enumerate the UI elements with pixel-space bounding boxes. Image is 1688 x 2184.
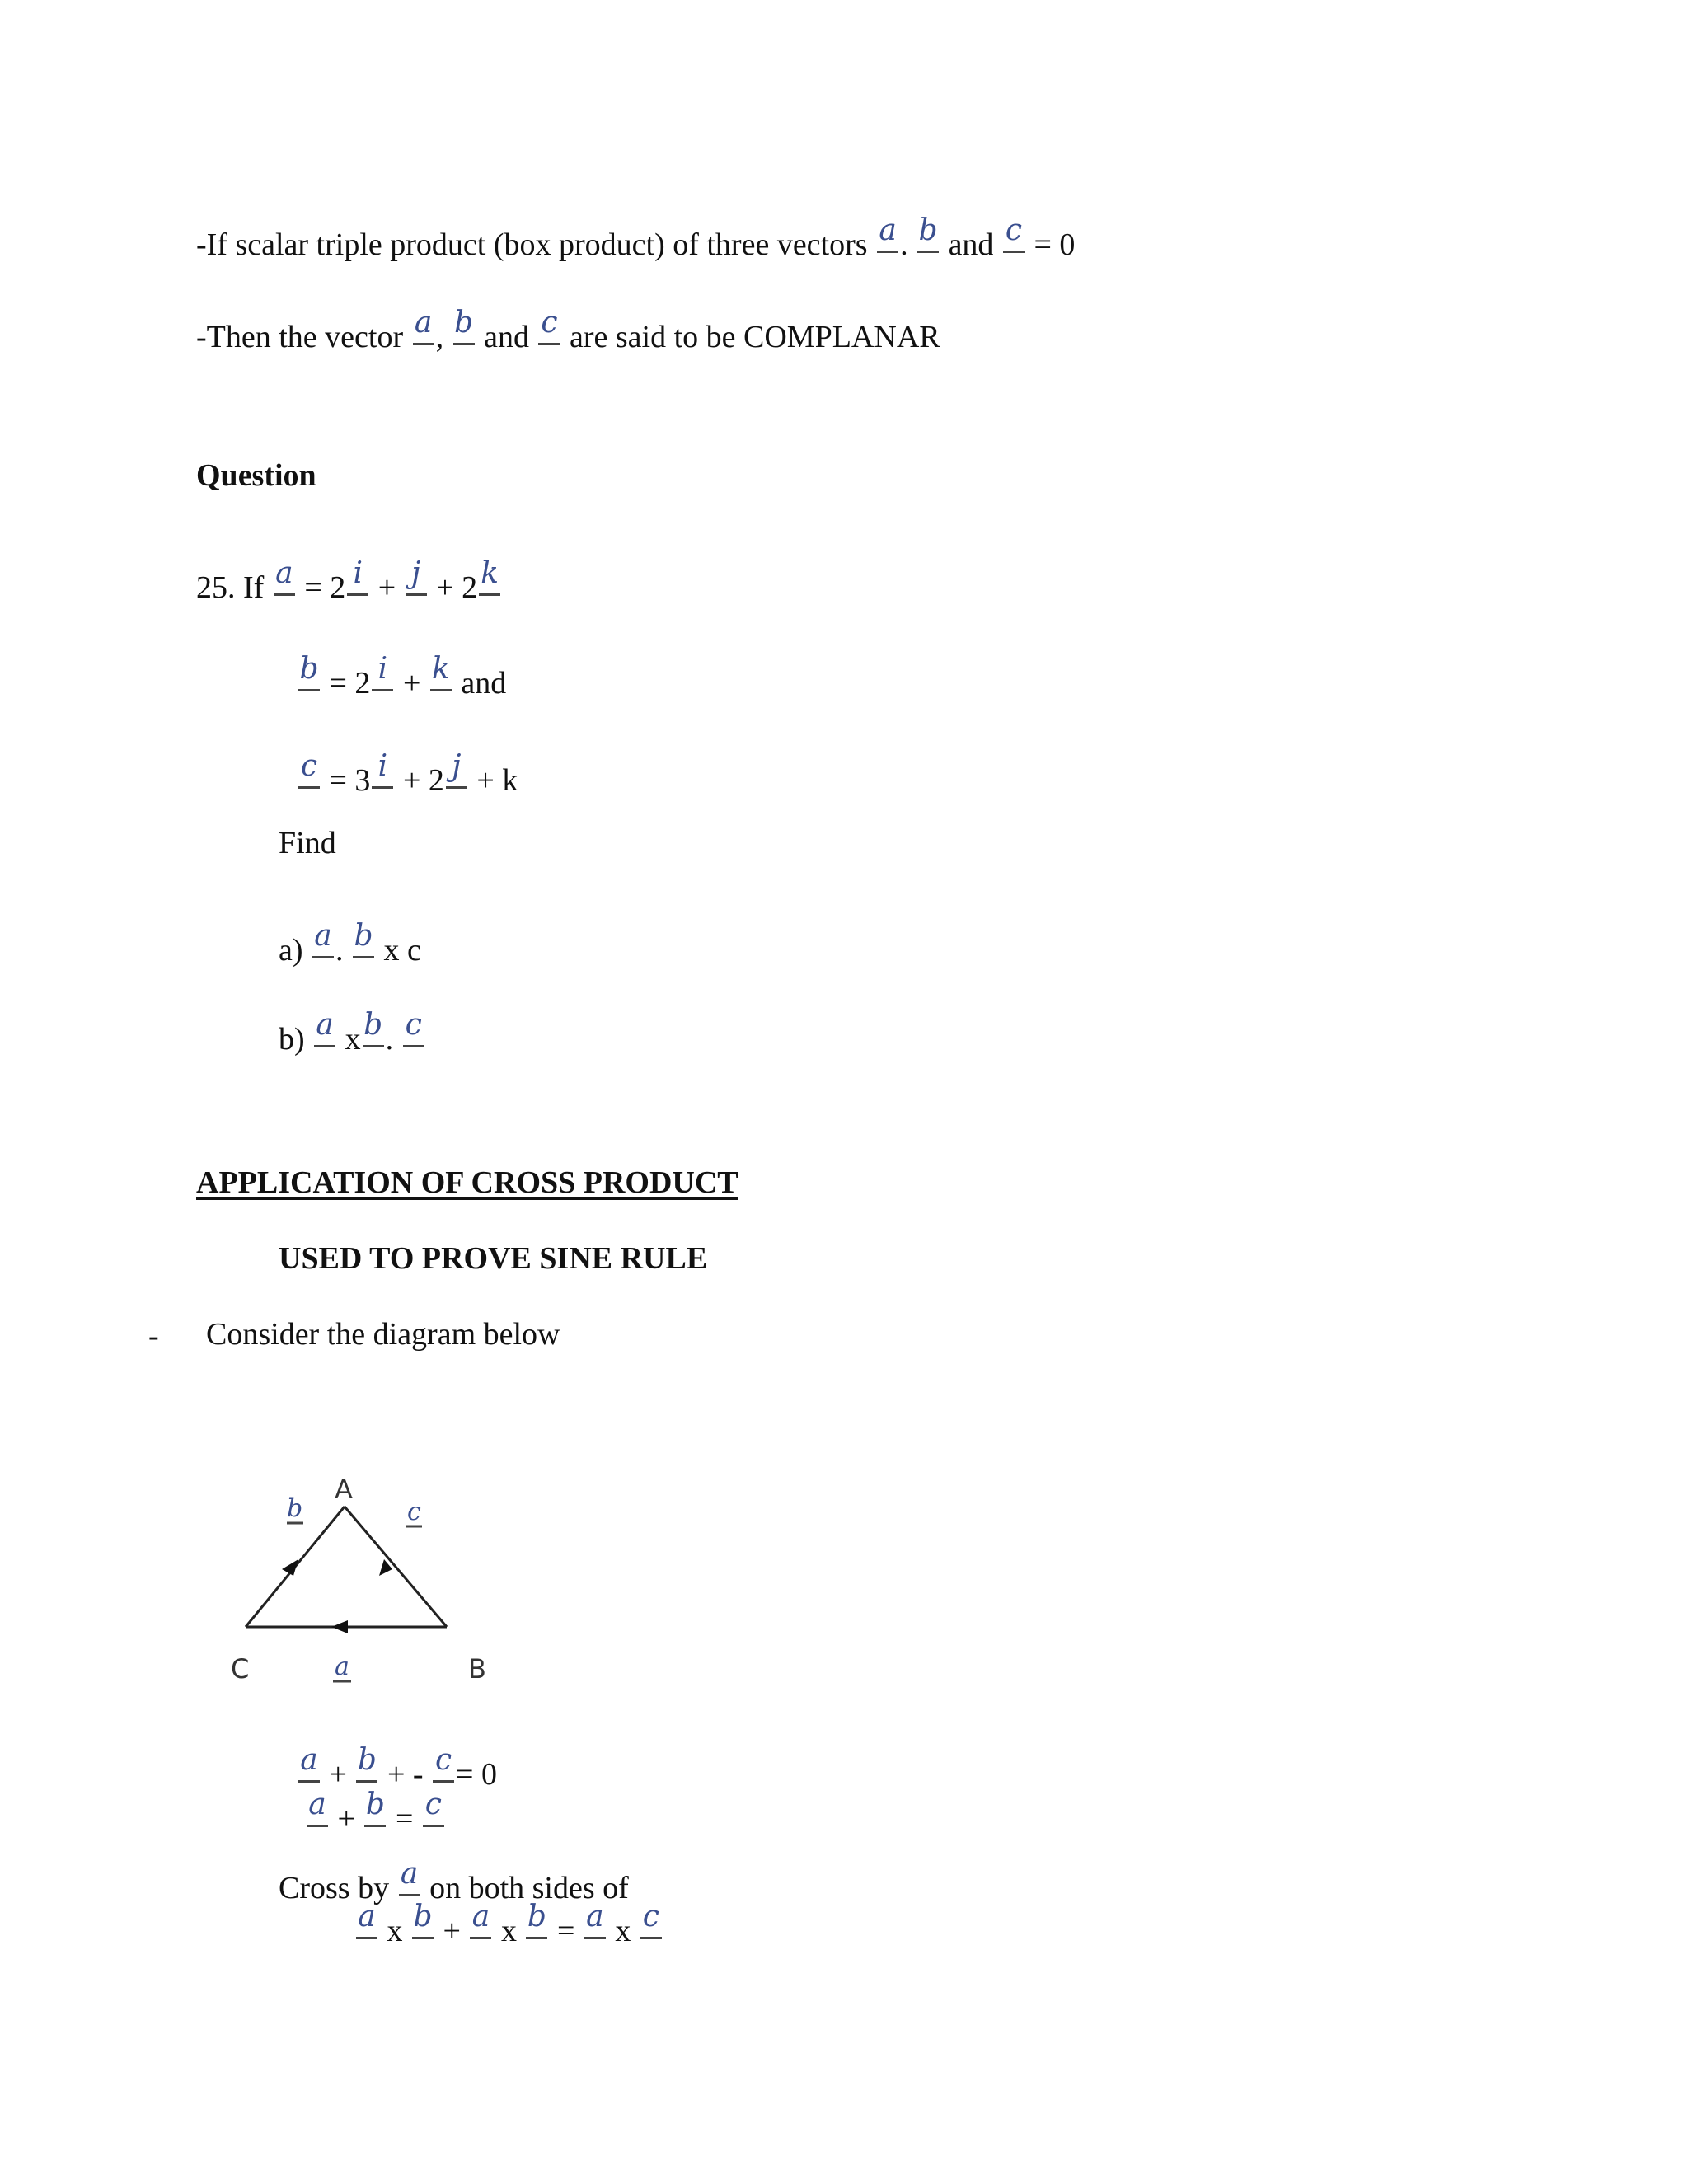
vector-a: a [307, 1790, 328, 1827]
vector-a: a [298, 1746, 320, 1783]
text: . [900, 227, 908, 262]
vector-a: a [584, 1902, 606, 1939]
text: + [402, 666, 421, 701]
vector-b: b [412, 1902, 434, 1939]
text: and [484, 320, 529, 354]
text: = 0 [1034, 227, 1076, 262]
text: = 3 [329, 763, 371, 798]
unit-vector-j: j [446, 752, 467, 789]
unit-vector-i: i [372, 654, 393, 691]
vertex-c-label: C [231, 1653, 250, 1685]
triangle-svg [223, 1467, 519, 1698]
vertex-a-label: A [335, 1474, 353, 1505]
vector-b: b [917, 216, 939, 253]
text: + 2 [402, 763, 444, 798]
cross-by-line [279, 1859, 629, 1904]
vector-b-definition [297, 654, 506, 699]
text: -If scalar triple product (box product) of three vectors [196, 227, 868, 262]
vector-c: c [1003, 216, 1025, 253]
unit-vector-k: k [479, 559, 500, 596]
text: = [395, 1802, 414, 1836]
vector-b: b [453, 308, 475, 345]
text: x [387, 1914, 403, 1948]
part-b [279, 1010, 426, 1055]
part-label: b) [279, 1022, 305, 1057]
side-b-label: b [287, 1494, 303, 1523]
vector-c: c [423, 1790, 444, 1827]
equation-3 [354, 1902, 663, 1947]
vector-b: b [364, 1790, 386, 1827]
text: , [435, 320, 444, 354]
part-a [279, 921, 421, 966]
vector-a: a [274, 559, 295, 596]
vector-c: c [298, 752, 320, 789]
side-a-label: a [335, 1652, 349, 1681]
consider-text: Consider the diagram below [206, 1317, 560, 1352]
vector-a: a [356, 1902, 377, 1939]
vector-a: a [470, 1902, 491, 1939]
text: = 0 [456, 1757, 497, 1792]
text: Cross by [279, 1871, 390, 1905]
text: x [615, 1914, 631, 1948]
part-label: a) [279, 933, 303, 968]
application-heading: APPLICATION OF CROSS PRODUCT [196, 1165, 738, 1200]
text: = 2 [304, 570, 346, 605]
triple-product-line [196, 213, 1076, 262]
text: and [948, 227, 994, 262]
text: x [345, 1022, 361, 1057]
unit-vector-i: i [372, 752, 393, 789]
text: + [337, 1802, 355, 1836]
text: are said to be COMPLANAR [569, 320, 940, 354]
unit-vector-j: j [406, 559, 427, 596]
text: = [556, 1914, 575, 1948]
side-ab [345, 1507, 447, 1627]
vector-b: b [298, 654, 320, 691]
vector-a: a [413, 308, 434, 345]
text: + [377, 570, 396, 605]
text: + - [387, 1757, 424, 1792]
text: + 2 [436, 570, 478, 605]
equation-2 [305, 1790, 446, 1835]
vector-c-definition [297, 749, 518, 798]
vector-b: b [363, 1010, 384, 1047]
vector-b: b [353, 921, 374, 958]
question-number: 25. If [196, 570, 265, 605]
vector-c: c [640, 1902, 662, 1939]
vector-b: b [356, 1746, 377, 1783]
text: + k [476, 763, 518, 798]
text: x c [383, 933, 421, 968]
arrow-head-a [331, 1620, 348, 1633]
vector-a: a [399, 1859, 420, 1896]
question-25 [196, 556, 502, 605]
vector-c: c [403, 1010, 424, 1047]
sine-rule-subheading: USED TO PROVE SINE RULE [279, 1241, 708, 1276]
vector-c: c [538, 308, 560, 345]
vector-a: a [877, 216, 898, 253]
text: + [443, 1914, 461, 1948]
bullet-dash: - [148, 1319, 159, 1353]
vertex-b-label: B [468, 1653, 486, 1685]
text: . [385, 1022, 394, 1057]
text: x [500, 1914, 517, 1948]
text: and [461, 666, 507, 701]
equation-1 [297, 1743, 497, 1792]
text: -Then the vector [196, 320, 404, 354]
text: = 2 [329, 666, 371, 701]
vector-b: b [526, 1902, 547, 1939]
side-c-label: c [407, 1497, 421, 1526]
arrow-head-b [282, 1559, 298, 1576]
vector-a: a [314, 1010, 335, 1047]
question-heading: Question [196, 458, 316, 493]
find-label: Find [279, 826, 336, 860]
coplanar-line [196, 308, 940, 353]
vector-c: c [433, 1746, 454, 1783]
text: . [335, 933, 344, 968]
unit-vector-i: i [347, 559, 368, 596]
text: + [329, 1757, 347, 1792]
triangle-diagram [223, 1467, 519, 1698]
vector-a: a [312, 921, 334, 958]
text: on both sides of [429, 1871, 629, 1905]
unit-vector-k: k [430, 654, 452, 691]
